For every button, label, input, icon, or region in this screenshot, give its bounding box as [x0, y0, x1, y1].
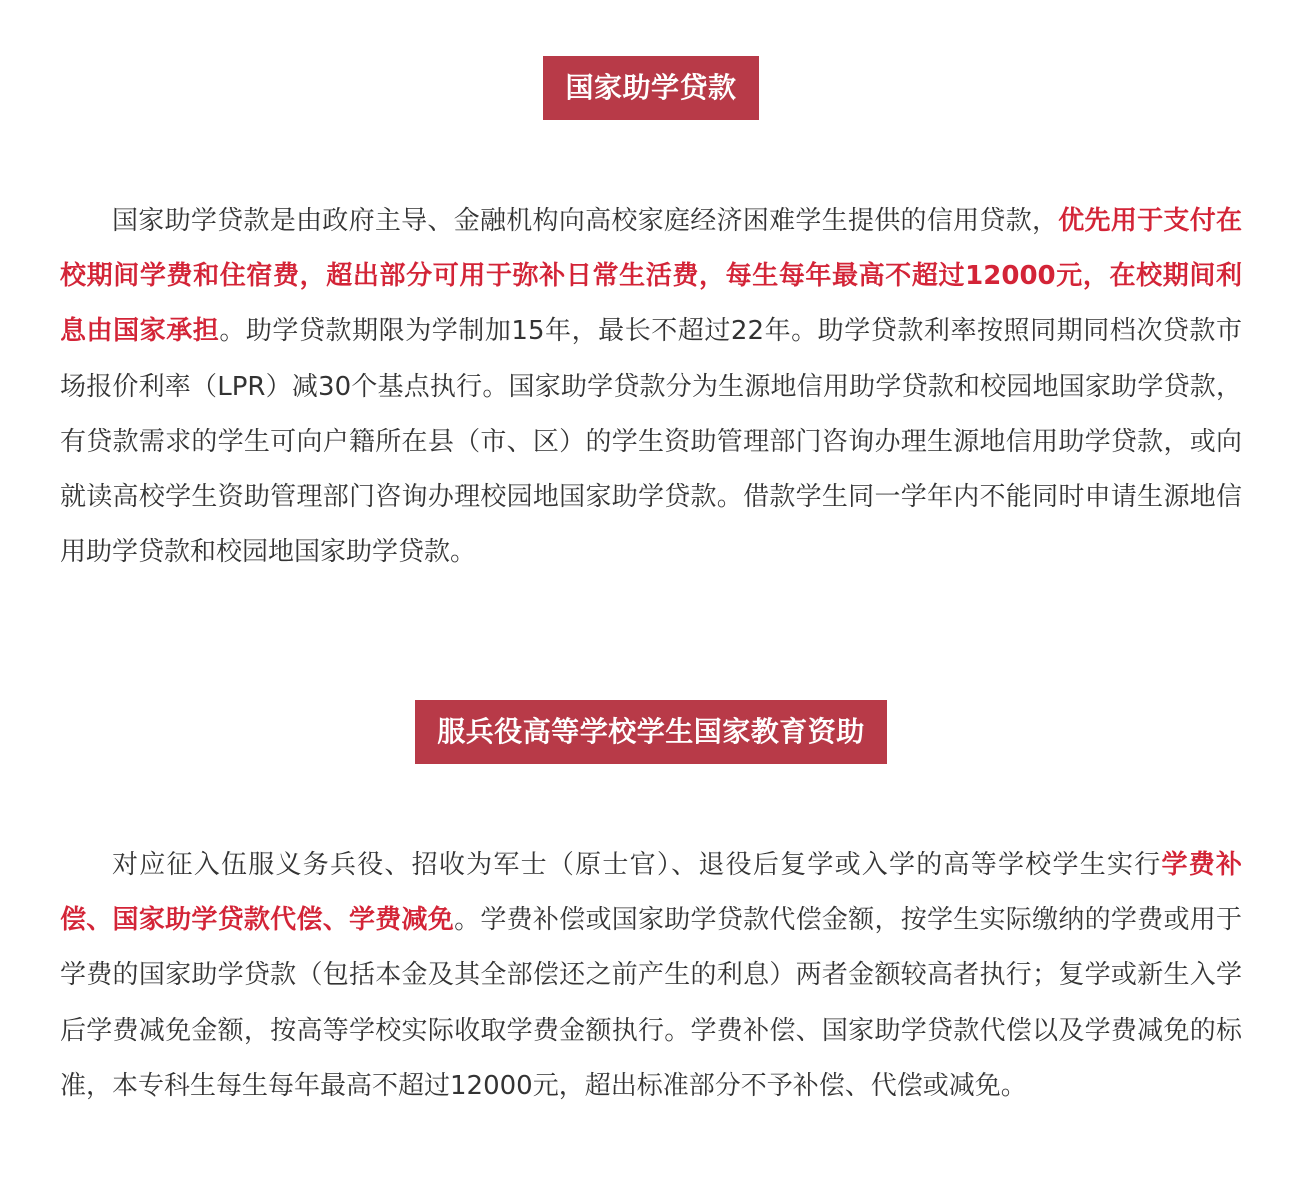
heading-wrap [60, 56, 1242, 120]
section-heading: 国家助学贷款 [543, 56, 758, 120]
paragraph-highlight: 学费补偿、国家助学贷款代偿、学费减免 [60, 850, 1242, 936]
section-student-loan [60, 56, 1242, 580]
section-paragraph [60, 194, 1242, 580]
section-paragraph [60, 838, 1242, 1114]
section-military-aid [60, 700, 1242, 1114]
paragraph-text: 。学费补偿或国家助学贷款代偿金额，按学生实际缴纳的学费或用于学费的国家助学贷款（包括本金及其全部偿还之前产生的利息）两者金额较高者执行；复学或新生入学后学费减免金额，按高等学校实际收取学费金额执行。学费补偿、国家助学贷款代偿以及学费减免的标准，本专科生每生每年最高不超过12000元，超出标准部分不予补偿、代偿或减免。 [60, 905, 1242, 1101]
heading-wrap [60, 700, 1242, 764]
paragraph-text: 国家助学贷款是由政府主导、金融机构向高校家庭经济困难学生提供的信用贷款， [112, 206, 1059, 236]
section-heading: 服兵役高等学校学生国家教育资助 [415, 700, 887, 764]
paragraph-text: 。助学贷款期限为学制加15年，最长不超过22年。助学贷款利率按照同期同档次贷款市场报价利率（LPR）减30个基点执行。国家助学贷款分为生源地信用助学贷款和校园地国家助学贷款，有贷款需求的学生可向户籍所在县（市、区）的学生资助管理部门咨询办理生源地信用助学贷款，或向就读高校学生资助管理部门咨询办理校园地国家助学贷款。借款学生同一学年内不能同时申请生源地信用助学贷款和校园地国家助学贷款。 [60, 316, 1242, 568]
paragraph-highlight: 优先用于支付在校期间学费和住宿费，超出部分可用于弥补日常生活费，每生每年最高不超过12000元，在校期间利息由国家承担 [60, 206, 1242, 347]
paragraph-text: 对应征入伍服义务兵役、招收为军士（原士官）、退役后复学或入学的高等学校学生实行 [112, 850, 1162, 880]
